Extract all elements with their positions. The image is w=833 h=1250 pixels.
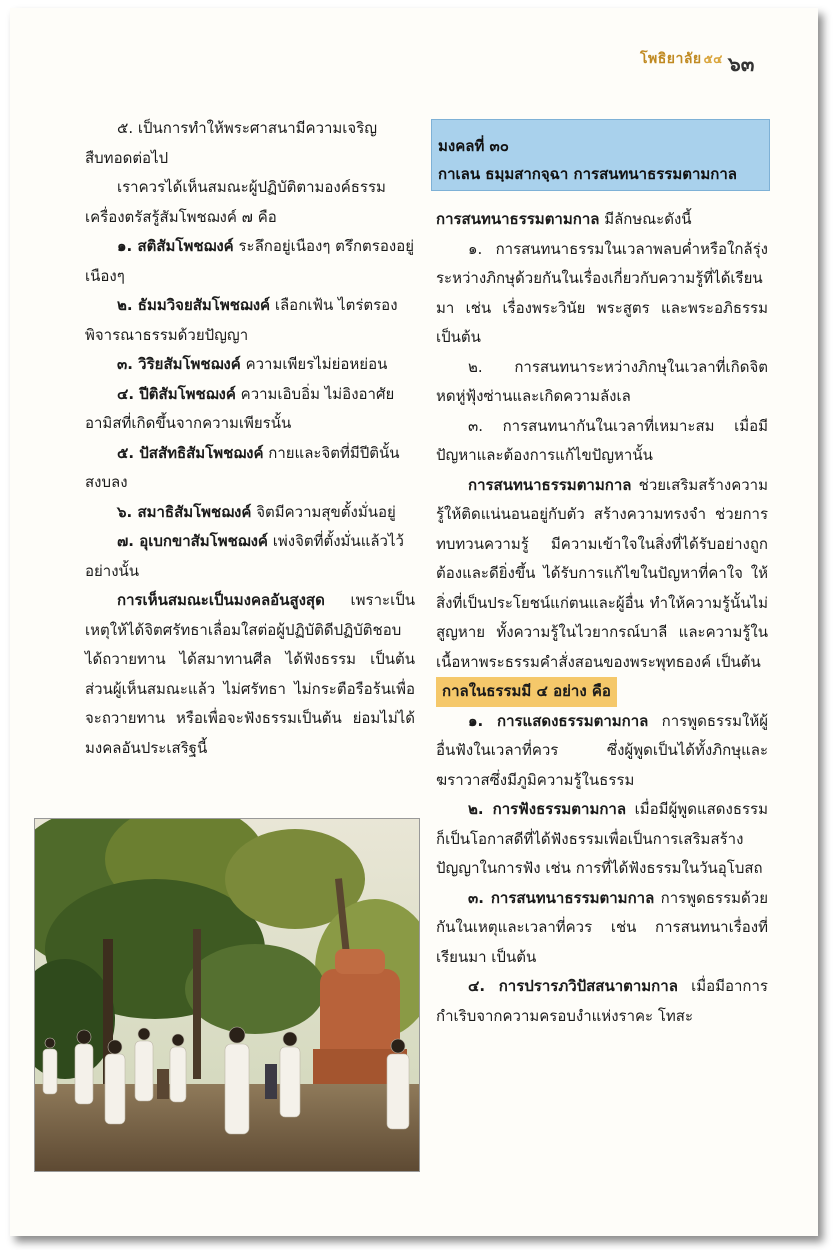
item-title: ๓. วิริยสัมโพชฌงค์ bbox=[117, 355, 241, 373]
item-text: เลือกเฟ้น ไตร่ตรอง พิจารณาธรรมด้วยปัญญา bbox=[85, 296, 398, 344]
kala-title: ๓. การสนทนาธรรมตามกาล bbox=[468, 888, 655, 907]
item-text: ความเพียรไม่ย่อหย่อน bbox=[240, 355, 388, 373]
point-item: ๒. การสนทนาระหว่างภิกษุในเวลาที่เกิดจิตหดหู่ฟุ้งซ่านและเกิดความลังเล bbox=[436, 357, 768, 405]
list-item bbox=[85, 350, 415, 380]
item-text: เพ่งจิตที่ตั้งมั่นแล้วไว้อย่างนั้น bbox=[85, 532, 404, 580]
conclusion-text: เพราะเป็นเหตุให้ได้จิตศรัทธาเลื่อมใสต่อผู้ปฏิบัติดีปฏิบัติชอบ ได้ถวายทาน ได้สมาทานศีล ได้ฟังธรรม เป็นต้น ส่วนผู้เห็นสมณะแล้ว ไม่ศรัทธา ไม่กระตือรือร้นเพื่อจะถวายทาน หรือเพื่อจะฟังธรรมเป็นต้น ย่อมไม่ได้มงคลอันประเสริฐนี้ bbox=[85, 591, 415, 757]
kala-item bbox=[436, 707, 768, 796]
paragraph: ๕. เป็นการทำให้พระศาสนามีความเจริญสืบทอดต่อไป bbox=[85, 119, 378, 167]
logo-suffix: ๕๔ bbox=[703, 52, 723, 66]
list-item bbox=[85, 439, 415, 498]
point-item: ๓. การสนทนากันในเวลาที่เหมาะสม เมื่อมีปัญหาและต้องการแก้ไขปัญหานั้น bbox=[436, 416, 768, 464]
kala-title: ๒. การฟังธรรมตามกาล bbox=[468, 800, 627, 818]
benefit-paragraph bbox=[436, 471, 768, 678]
kala-item bbox=[436, 972, 768, 1031]
conclusion-paragraph bbox=[85, 586, 415, 763]
item-title: ๔. ปีติสัมโพชฌงค์ bbox=[117, 384, 236, 403]
item-title: ๑. สติสัมโพชฌงค์ bbox=[117, 237, 234, 255]
kala-item bbox=[436, 884, 768, 973]
conclusion-bold: การเห็นสมณะเป็นมงคลอันสูงสุด bbox=[117, 591, 325, 609]
item-title: ๗. อุเบกขาสัมโพชฌงค์ bbox=[117, 532, 268, 550]
list-item bbox=[85, 291, 415, 350]
list-item bbox=[85, 527, 415, 586]
kala-text: เมื่อมีอาการกำเริบจากความครอบงำแห่งราคะ โทสะ bbox=[436, 977, 768, 1025]
list-item bbox=[85, 232, 415, 291]
item-title: ๕. ปัสสัทธิสัมโพชฌงค์ bbox=[117, 443, 264, 462]
left-column bbox=[85, 114, 415, 763]
list-item bbox=[85, 380, 415, 439]
book-logo bbox=[640, 48, 725, 70]
intro-bold: การสนทนาธรรมตามกาล bbox=[436, 210, 600, 228]
paragraph: เราควรได้เห็นสมณะผู้ปฏิบัติตามองค์ธรรมเครื่องตรัสรู้สัมโพชฌงค์ ๗ คือ bbox=[85, 178, 386, 226]
list-item bbox=[85, 498, 415, 528]
item-text: จิตมีความสุขตั้งมั่นอยู่ bbox=[251, 502, 396, 521]
page-number: ๖๓ bbox=[728, 52, 755, 76]
kala-text: เมื่อมีผู้พูดแสดงธรรม ก็เป็นโอกาสดีที่ได้ฟังธรรมเพื่อเป็นการเสริมสร้างปัญญาในการฟัง เช่น การที่ได้ฟังธรรมในวันอุโบสถ bbox=[436, 800, 768, 877]
benefit-text: ช่วยเสริมสร้างความรู้ให้ติดแน่นอนอยู่กับตัว สร้างความทรงจำ ช่วยการทบทวนความรู้ มีความเข้าใจในสิ่งที่ได้รับอย่างถูกต้องและดียิ่งขึ้น ได้รับการแก้ไขในปัญหาที่คาใจ ให้สิ่งที่เป็นประโยชน์แก่ตนและผู้อื่น ทำให้ความรู้นั้นไม่สูญหาย ทั้งความรู้ในไวยากรณ์บาลี และความรู้ในเนื้อหาพระธรรมคำสั่งสอนของพระพุทธองค์ เป็นต้น bbox=[436, 475, 768, 671]
logo-text: โพธิยาลัย bbox=[640, 51, 702, 67]
kala-title: ๔. การปรารภวิปัสสนาตามกาล bbox=[468, 977, 678, 995]
heading-line-1: มงคลที่ ๓๐ bbox=[438, 137, 509, 155]
kala-title: ๑. การแสดงธรรมตามกาล bbox=[468, 711, 649, 730]
item-title: ๒. ธัมมวิจยสัมโพชฌงค์ bbox=[117, 296, 271, 314]
heading-line-2: กาเลน ธมฺมสากจฺฉา การสนทนาธรรมตามกาล bbox=[438, 165, 737, 183]
kala-text: การพูดธรรมให้ผู้อื่นฟังในเวลาที่ควร ซึ่งผู้พูดเป็นได้ทั้งภิกษุและฆราวาสซึ่งมีภูมิความรู้ในธรรม bbox=[436, 711, 768, 789]
item-text: กายและจิตที่มีปีตินั้นสงบลง bbox=[85, 443, 400, 491]
walking-meditation-photo bbox=[34, 818, 420, 1172]
kala-item bbox=[436, 795, 768, 884]
item-title: ๖. สมาธิสัมโพชฌงค์ bbox=[117, 502, 252, 521]
right-column bbox=[436, 205, 768, 1031]
item-text: ระลึกอยู่เนืองๆ ตรึกตรองอยู่เนืองๆ bbox=[85, 237, 414, 285]
benefit-bold: การสนทนาธรรมตามกาล bbox=[468, 475, 632, 494]
kala-subheading: กาลในธรรมมี ๔ อย่าง คือ bbox=[436, 677, 617, 707]
subheading-row bbox=[436, 677, 768, 707]
item-text: ความเอิบอิ่ม ไม่อิงอาศัยอามิสที่เกิดขึ้นจากความเพียรนั้น bbox=[85, 384, 395, 432]
intro-paragraph bbox=[436, 205, 768, 235]
point-item: ๑. การสนทนาธรรมในเวลาพลบค่ำหรือใกล้รุ่งระหว่างภิกษุด้วยกันในเรื่องเกี่ยวกับความรู้ที่ได้เรียนมา เช่น เรื่องพระวินัย พระสูตร และพระอภิธรรม เป็นต้น bbox=[436, 239, 768, 346]
mongkhol-heading bbox=[431, 119, 770, 191]
intro-text: มีลักษณะดังนี้ bbox=[599, 210, 692, 228]
kala-text: การพูดธรรมด้วยกันในเหตุและเวลาที่ควร เช่น การสนทนาเรื่องที่เรียนมา เป็นต้น bbox=[436, 888, 768, 966]
